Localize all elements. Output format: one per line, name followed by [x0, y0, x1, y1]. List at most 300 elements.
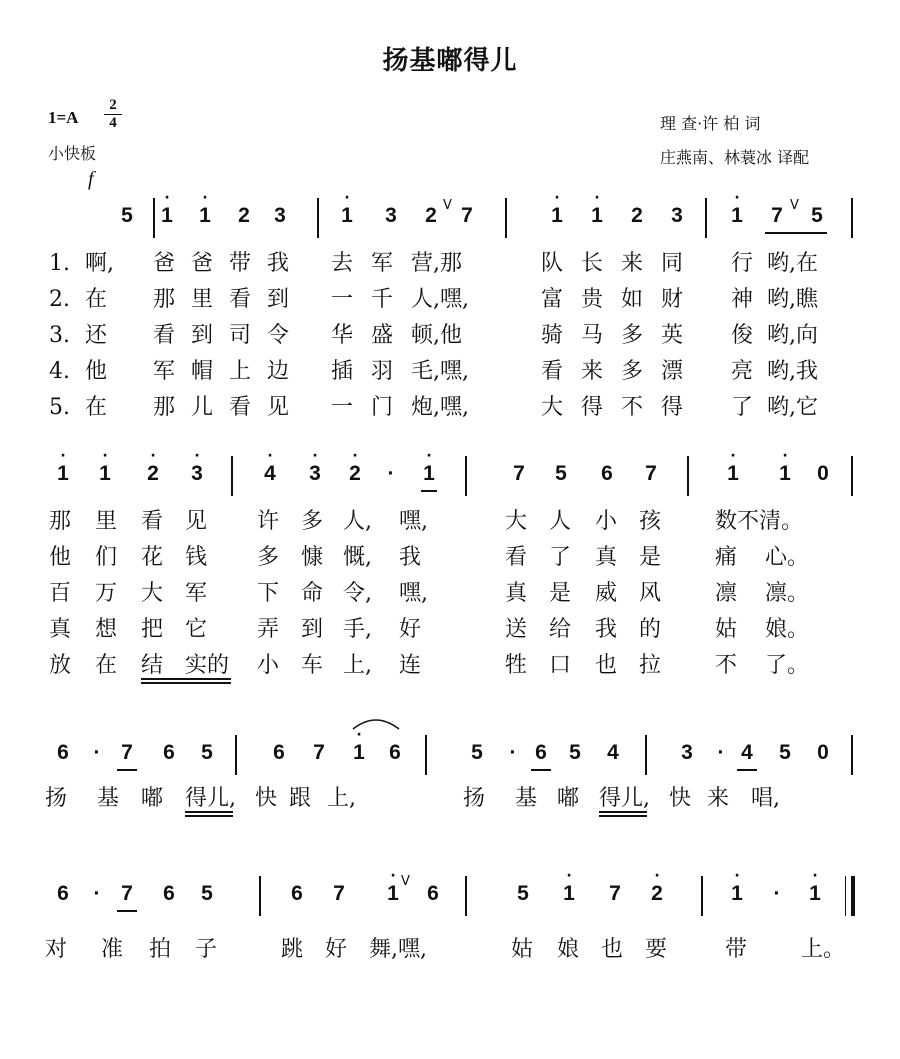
barline: [851, 456, 853, 496]
note: 1: [199, 204, 211, 227]
note: 7: [771, 204, 783, 227]
lyric-syllable: 孩: [639, 509, 662, 534]
lyric-syllable: 毛,嘿,: [411, 359, 469, 384]
slur-underline: [185, 811, 233, 813]
note: ·: [93, 741, 101, 764]
slur-underline: [599, 815, 647, 817]
note: 5: [555, 462, 567, 485]
note: 3: [671, 204, 683, 227]
note: 4: [741, 741, 753, 764]
lyric-syllable: 不: [715, 653, 738, 678]
lyric-syllable: 拍: [149, 937, 172, 962]
lyric-syllable: 到: [267, 287, 290, 312]
note: 7: [609, 882, 621, 905]
time-signature: [104, 98, 122, 131]
lyric-syllable: 真: [49, 617, 72, 642]
lyric-syllable: 好: [325, 937, 348, 962]
lyric-syllable: 上,: [327, 786, 356, 811]
note: 1: [809, 882, 821, 905]
barline: [645, 735, 647, 775]
lyric-syllable: 准: [101, 937, 124, 962]
lyric-syllable: 真: [595, 545, 618, 570]
lyric-syllable: 是: [639, 545, 662, 570]
lyric-syllable: 马: [581, 323, 604, 348]
octave-dot: ·: [734, 868, 740, 884]
note: 1: [341, 204, 353, 227]
lyric-syllable: 大: [141, 581, 164, 606]
lyric-syllable: 人,: [343, 509, 372, 534]
lyric-syllable: 也: [601, 937, 624, 962]
lyric-syllable: 得: [661, 395, 684, 420]
note: 7: [333, 882, 345, 905]
lyric-syllable: 插: [331, 359, 354, 384]
lyric-syllable: 凛。: [765, 581, 810, 606]
lyric-syllable: 们: [95, 545, 118, 570]
lyric-syllable: 给: [549, 617, 572, 642]
lyric-syllable: 连: [399, 653, 422, 678]
lyric-syllable: 财: [661, 287, 684, 312]
note: 6: [273, 741, 285, 764]
lyric-syllable: 拉: [639, 653, 662, 678]
note: 1: [779, 462, 791, 485]
lyric-syllable: 哟,瞧: [767, 287, 818, 312]
lyric-syllable: 多: [257, 545, 280, 570]
note: 3: [309, 462, 321, 485]
lyric-syllable: 带: [229, 251, 252, 276]
lyric-syllable: 盛: [371, 323, 394, 348]
note: 7: [313, 741, 325, 764]
octave-dot: ·: [352, 448, 358, 464]
octave-dot: ·: [202, 190, 208, 206]
note: 2: [238, 204, 250, 227]
note: 1: [727, 462, 739, 485]
note: 2: [349, 462, 361, 485]
octave-dot: ·: [164, 190, 170, 206]
barline: [231, 456, 233, 496]
octave-dot: ·: [734, 190, 740, 206]
lyric-syllable: 快: [255, 786, 278, 811]
breath-mark: V: [790, 198, 799, 213]
beam-underline: [117, 910, 137, 912]
lyric-syllable: 得儿,: [185, 786, 236, 811]
note: 4: [264, 462, 276, 485]
note: 7: [645, 462, 657, 485]
lyric-syllable: 儿: [191, 395, 214, 420]
octave-dot: ·: [654, 868, 660, 884]
note: 5: [569, 741, 581, 764]
barline: [465, 876, 467, 916]
lyric-syllable: 娘: [557, 937, 580, 962]
lyric-syllable: 看: [229, 395, 252, 420]
barline: [851, 198, 853, 238]
lyric-syllable: 神: [731, 287, 754, 312]
barline: [701, 876, 703, 916]
lyric-syllable: 威: [595, 581, 618, 606]
lyric-syllable: 帽: [191, 359, 214, 384]
lyric-syllable: 羽: [371, 359, 394, 384]
lyric-syllable: 骑: [541, 323, 564, 348]
lyric-syllable: 如: [621, 287, 644, 312]
slur-underline: [599, 811, 647, 813]
lyric-syllable: 娘。: [765, 617, 810, 642]
system-2-notes: [45, 448, 860, 502]
lyric-syllable: 多: [301, 509, 324, 534]
lyric-syllable: 痛: [715, 545, 738, 570]
barline: [259, 876, 261, 916]
octave-dot: ·: [356, 727, 362, 743]
lyric-syllable: 嘿,: [399, 509, 428, 534]
lyric-syllable: 哟,在: [767, 251, 818, 276]
note: 0: [817, 462, 829, 485]
octave-dot: ·: [60, 448, 66, 464]
lyric-syllable: 边: [267, 359, 290, 384]
lyric-syllable: 小: [595, 509, 618, 534]
barline: [505, 198, 507, 238]
lyric-syllable: 嘟: [557, 786, 580, 811]
note: 3: [681, 741, 693, 764]
lyric-syllable: 炮,嘿,: [411, 395, 469, 420]
note: 6: [601, 462, 613, 485]
lyric-syllable: 司: [229, 323, 252, 348]
lyric-syllable: 跳: [281, 937, 304, 962]
lyric-syllable: 他: [49, 545, 72, 570]
note: 2: [147, 462, 159, 485]
note: 4: [607, 741, 619, 764]
barline: [705, 198, 707, 238]
beam-underline: [421, 490, 437, 492]
lyric-syllable: 我: [267, 251, 290, 276]
lyric-syllable: 俊: [731, 323, 754, 348]
lyric-syllable: 军: [371, 251, 394, 276]
lyric-syllable: 凛: [715, 581, 738, 606]
slur-underline: [185, 815, 233, 817]
barline: [687, 456, 689, 496]
lyric-syllable: 姑: [715, 617, 738, 642]
lyric-syllable: 英: [661, 323, 684, 348]
octave-dot: ·: [812, 868, 818, 884]
lyric-syllable: 弄: [257, 617, 280, 642]
lyric-syllable: 大: [541, 395, 564, 420]
lyric-syllable: 得: [581, 395, 604, 420]
note: 1: [423, 462, 435, 485]
beam-underline: [765, 232, 827, 234]
beam-underline: [737, 769, 757, 771]
lyricist-credit: 理 查·许 柏 词: [660, 114, 761, 133]
note: 1: [563, 882, 575, 905]
note: 2: [631, 204, 643, 227]
barline: [851, 735, 853, 775]
lyric-syllable: 多: [621, 323, 644, 348]
lyric-syllable: 要: [645, 937, 668, 962]
lyric-syllable: 我: [595, 617, 618, 642]
final-barline-thin: [845, 876, 846, 916]
translator-credit: 庄燕南、林蓑冰 译配: [660, 148, 810, 167]
lyric-syllable: 大: [505, 509, 528, 534]
dynamic-marking: f: [88, 168, 94, 190]
lyric-syllable: 想: [95, 617, 118, 642]
lyric-syllable: 上,: [343, 653, 372, 678]
lyric-syllable: 里: [95, 509, 118, 534]
lyric-syllable: 万: [95, 581, 118, 606]
lyric-syllable: 千: [371, 287, 394, 312]
lyric-syllable: 跟: [289, 786, 312, 811]
note: 5: [471, 741, 483, 764]
lyric-syllable: 来: [621, 251, 644, 276]
note: 1: [161, 204, 173, 227]
lyric-syllable: 慨,: [343, 545, 372, 570]
lyric-syllable: 军: [153, 359, 176, 384]
note: 1: [591, 204, 603, 227]
lyric-syllable: 牲: [505, 653, 528, 678]
barline: [317, 198, 319, 238]
lyric-syllable: 行: [731, 251, 754, 276]
lyric-syllable: 舞,嘿,: [369, 937, 427, 962]
beam-underline: [531, 769, 551, 771]
octave-dot: ·: [554, 190, 560, 206]
note: 6: [163, 882, 175, 905]
lyric-syllable: 啊,: [85, 251, 114, 276]
lyric-syllable: 一: [331, 287, 354, 312]
octave-dot: ·: [594, 190, 600, 206]
octave-dot: ·: [267, 448, 273, 464]
lyric-syllable: 哟,我: [767, 359, 818, 384]
lyric-syllable: 许: [257, 509, 280, 534]
note: 5: [201, 882, 213, 905]
lyric-syllable: 人,嘿,: [411, 287, 469, 312]
lyric-syllable: 亮: [731, 359, 754, 384]
octave-dot: ·: [426, 448, 432, 464]
octave-dot: ·: [312, 448, 318, 464]
lyric-syllable: 扬: [45, 786, 68, 811]
note: ·: [717, 741, 725, 764]
lyric-syllable: 花: [141, 545, 164, 570]
final-barline-thick: [851, 876, 855, 916]
note: 5: [517, 882, 529, 905]
lyric-syllable: 我: [399, 545, 422, 570]
verse-number: 4.: [49, 359, 70, 384]
lyric-syllable: 不: [621, 395, 644, 420]
lyric-syllable: 那: [153, 395, 176, 420]
note: 5: [779, 741, 791, 764]
verse-number: 2.: [49, 287, 70, 312]
lyric-syllable: 看: [505, 545, 528, 570]
lyric-syllable: 它: [185, 617, 208, 642]
breath-mark: V: [443, 198, 452, 213]
note: 1: [353, 741, 365, 764]
lyric-syllable: 慷: [301, 545, 324, 570]
lyric-syllable: 爸: [153, 251, 176, 276]
lyric-syllable: 上: [229, 359, 252, 384]
lyric-syllable: 也: [595, 653, 618, 678]
beam-underline: [117, 769, 137, 771]
barline: [465, 456, 467, 496]
lyric-syllable: 来: [707, 786, 730, 811]
lyric-syllable: 看: [153, 323, 176, 348]
lyric-syllable: 对: [45, 937, 68, 962]
lyric-syllable: 令: [267, 323, 290, 348]
lyric-syllable: 的: [639, 617, 662, 642]
note: 3: [274, 204, 286, 227]
note: 7: [121, 741, 133, 764]
system-1-notes: [45, 190, 860, 244]
lyric-syllable: 带: [725, 937, 748, 962]
octave-dot: ·: [390, 868, 396, 884]
note: 3: [191, 462, 203, 485]
lyric-syllable: 放: [49, 653, 72, 678]
note: 6: [57, 741, 69, 764]
lyric-syllable: 顿,他: [411, 323, 462, 348]
lyric-syllable: 看: [229, 287, 252, 312]
breath-mark: V: [401, 874, 410, 889]
lyric-syllable: 多: [621, 359, 644, 384]
lyric-syllable: 实的: [185, 653, 230, 678]
lyric-syllable: 下: [257, 581, 280, 606]
lyric-syllable: 哟,它: [767, 395, 818, 420]
lyric-syllable: 那: [49, 509, 72, 534]
time-sig-bottom: 4: [109, 115, 117, 131]
verse-number: 3.: [49, 323, 70, 348]
note: 1: [99, 462, 111, 485]
lyric-syllable: 口: [549, 653, 572, 678]
lyric-syllable: 富: [541, 287, 564, 312]
lyric-syllable: 钱: [185, 545, 208, 570]
lyric-syllable: 真: [505, 581, 528, 606]
note: 1: [551, 204, 563, 227]
note: 1: [731, 204, 743, 227]
note: ·: [509, 741, 517, 764]
note: 0: [817, 741, 829, 764]
lyric-syllable: 子: [195, 937, 218, 962]
lyric-syllable: 爸: [191, 251, 214, 276]
note: ·: [93, 882, 101, 905]
verse-number: 5.: [49, 395, 70, 420]
slur-underline: [141, 678, 231, 680]
lyric-syllable: 见: [267, 395, 290, 420]
lyric-syllable: 了: [549, 545, 572, 570]
octave-dot: ·: [194, 448, 200, 464]
lyric-syllable: 还: [85, 323, 108, 348]
lyric-syllable: 看: [141, 509, 164, 534]
lyric-syllable: 看: [541, 359, 564, 384]
lyric-syllable: 命: [301, 581, 324, 606]
lyric-syllable: 长: [581, 251, 604, 276]
lyric-syllable: 在: [85, 287, 108, 312]
lyric-syllable: 把: [141, 617, 164, 642]
lyric-syllable: 嘿,: [399, 581, 428, 606]
lyric-syllable: 去: [331, 251, 354, 276]
lyric-syllable: 上。: [801, 937, 846, 962]
note: 2: [651, 882, 663, 905]
lyric-syllable: 门: [371, 395, 394, 420]
lyric-syllable: 结: [141, 653, 164, 678]
lyric-syllable: 漂: [661, 359, 684, 384]
lyric-syllable: 快: [669, 786, 692, 811]
lyric-syllable: 营,那: [411, 251, 462, 276]
note: 3: [385, 204, 397, 227]
lyric-syllable: 小: [257, 653, 280, 678]
octave-dot: ·: [782, 448, 788, 464]
lyric-syllable: 队: [541, 251, 564, 276]
lyric-syllable: 基: [515, 786, 538, 811]
lyric-syllable: 基: [97, 786, 120, 811]
lyric-syllable: 到: [191, 323, 214, 348]
lyric-syllable: 得儿,: [599, 786, 650, 811]
note: 1: [387, 882, 399, 905]
system-4-notes: [45, 868, 860, 922]
lyric-syllable: 令,: [343, 581, 372, 606]
tempo-marking: 小快板: [48, 144, 97, 163]
lyric-syllable: 到: [301, 617, 324, 642]
barline: [235, 735, 237, 775]
lyric-syllable: 了。: [765, 653, 810, 678]
lyric-syllable: 见: [185, 509, 208, 534]
note: 1: [731, 882, 743, 905]
octave-dot: ·: [102, 448, 108, 464]
note: 6: [291, 882, 303, 905]
slur-underline: [141, 682, 231, 684]
note: 2: [425, 204, 437, 227]
note: 7: [513, 462, 525, 485]
octave-dot: ·: [730, 448, 736, 464]
note: 6: [163, 741, 175, 764]
system-3-notes: [45, 727, 860, 781]
octave-dot: ·: [344, 190, 350, 206]
lyric-syllable: 里: [191, 287, 214, 312]
lyric-syllable: 军: [185, 581, 208, 606]
lyric-syllable: 在: [85, 395, 108, 420]
lyric-syllable: 送: [505, 617, 528, 642]
lyric-syllable: 姑: [511, 937, 534, 962]
lyric-syllable: 华: [331, 323, 354, 348]
note: 6: [535, 741, 547, 764]
lyric-syllable: 扬: [463, 786, 486, 811]
lyric-syllable: 数不清。: [715, 509, 804, 534]
note: 7: [121, 882, 133, 905]
lyric-syllable: 是: [549, 581, 572, 606]
lyric-syllable: 来: [581, 359, 604, 384]
lyric-syllable: 同: [661, 251, 684, 276]
note: ·: [387, 462, 395, 485]
note: ·: [773, 882, 781, 905]
lyric-syllable: 了: [731, 395, 754, 420]
note: 7: [461, 204, 473, 227]
lyric-syllable: 好: [399, 617, 422, 642]
lyric-syllable: 百: [49, 581, 72, 606]
note: 5: [201, 741, 213, 764]
octave-dot: ·: [566, 868, 572, 884]
lyric-syllable: 在: [95, 653, 118, 678]
lyric-syllable: 嘟: [141, 786, 164, 811]
lyric-syllable: 风: [639, 581, 662, 606]
lyric-syllable: 人: [549, 509, 572, 534]
lyric-syllable: 哟,向: [767, 323, 818, 348]
lyric-syllable: 那: [153, 287, 176, 312]
note: 5: [121, 204, 133, 227]
verse-number: 1.: [49, 251, 70, 276]
lyric-syllable: 车: [301, 653, 324, 678]
note: 6: [57, 882, 69, 905]
octave-dot: ·: [150, 448, 156, 464]
note: 5: [811, 204, 823, 227]
lyric-syllable: 他: [85, 359, 108, 384]
lyric-syllable: 一: [331, 395, 354, 420]
note: 6: [427, 882, 439, 905]
lyric-syllable: 心。: [765, 545, 810, 570]
note: 1: [57, 462, 69, 485]
lyric-syllable: 唱,: [751, 786, 780, 811]
lyric-syllable: 手,: [343, 617, 372, 642]
song-title: 扬基嘟得儿: [382, 46, 518, 76]
